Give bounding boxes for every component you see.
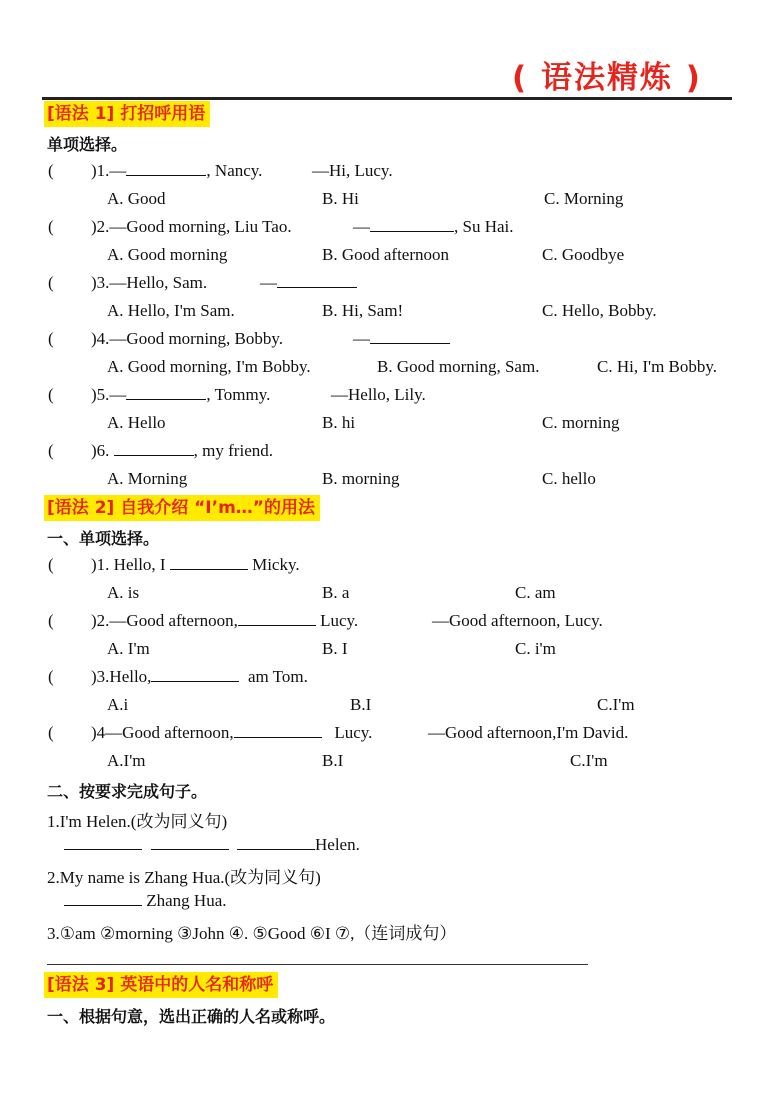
answer-line[interactable] xyxy=(47,964,588,965)
answer-blank[interactable] xyxy=(277,273,357,288)
answer-blank[interactable] xyxy=(126,161,206,176)
question-1-4-reply: — xyxy=(353,329,450,349)
option-c: C.I'm xyxy=(597,695,635,714)
option-c: C. i'm xyxy=(515,639,556,658)
question-1-3: )3.—Hello, Sam. xyxy=(91,273,208,292)
option-c: C.I'm xyxy=(570,751,608,770)
section-2-header: [语法 2] 自我介绍 “I’m…”的用法 xyxy=(44,495,320,521)
question-2-4-reply: —Good afternoon,I'm David. xyxy=(428,723,629,742)
title-divider xyxy=(42,97,732,100)
option-c: C. Goodbye xyxy=(542,245,625,264)
option-b: B. Good morning, Sam. xyxy=(377,357,540,376)
question-1-1-reply: —Hi, Lucy. xyxy=(312,161,393,180)
question-1-1: )1.— , Nancy. xyxy=(91,161,263,180)
answer-blank[interactable] xyxy=(238,611,316,626)
question-1-6: )6. , my friend. xyxy=(91,441,273,460)
answer-blank[interactable] xyxy=(64,835,142,850)
question-1-5: )5.— , Tommy. xyxy=(91,385,271,404)
option-a: A. Good morning xyxy=(107,245,228,264)
section-2-part-1: 一、单项选择。 xyxy=(47,529,160,548)
option-b: B. I xyxy=(322,639,348,658)
question-2-1: )1. Hello, I Micky. xyxy=(91,555,300,574)
answer-paren: ( xyxy=(48,385,54,404)
exercise-1-answer: Helen. xyxy=(64,835,360,855)
answer-paren: ( xyxy=(48,611,54,630)
option-a: A.I'm xyxy=(107,751,146,770)
answer-blank[interactable] xyxy=(114,441,194,456)
option-a: A. is xyxy=(107,583,140,602)
section-3-header: [语法 3] 英语中的人名和称呼 xyxy=(44,972,278,998)
answer-blank[interactable] xyxy=(170,555,248,570)
answer-blank[interactable] xyxy=(64,891,142,906)
question-1-2-reply: — , Su Hai. xyxy=(353,217,514,236)
answer-blank[interactable] xyxy=(151,835,229,850)
option-a: A. Hello, I'm Sam. xyxy=(107,301,235,320)
option-b: B. morning xyxy=(322,469,400,488)
answer-blank[interactable] xyxy=(370,217,454,232)
question-1-2: )2.—Good morning, Liu Tao. xyxy=(91,217,292,236)
answer-blank[interactable] xyxy=(234,723,322,738)
option-a: A. Good xyxy=(107,189,166,208)
option-b: B. Hi, Sam! xyxy=(322,301,404,320)
option-a: A. I'm xyxy=(107,639,150,658)
exercise-1: 1.I'm Helen.(改为同义句) xyxy=(47,812,228,831)
section-2-part-2: 二、按要求完成句子。 xyxy=(47,782,208,801)
answer-blank[interactable] xyxy=(237,835,315,850)
question-2-2-reply: —Good afternoon, Lucy. xyxy=(432,611,603,630)
answer-paren: ( xyxy=(48,273,54,292)
answer-blank[interactable] xyxy=(126,385,206,400)
option-c: C. am xyxy=(515,583,556,602)
question-1-3-reply: — xyxy=(260,273,357,293)
section-1-instruction: 单项选择。 xyxy=(47,135,128,154)
option-c: C. Hello, Bobby. xyxy=(542,301,657,320)
option-b: B. hi xyxy=(322,413,356,432)
option-b: B.I xyxy=(322,751,344,770)
option-b: B. Good afternoon xyxy=(322,245,450,264)
question-1-4: )4.—Good morning, Bobby. xyxy=(91,329,284,348)
option-c: C. morning xyxy=(542,413,620,432)
option-a: A. Good morning, I'm Bobby. xyxy=(107,357,311,376)
answer-paren: ( xyxy=(48,441,54,460)
question-2-3: )3.Hello, am Tom. xyxy=(91,667,308,686)
exercise-3: 3.①am ②morning ③John ④. ⑤Good ⑥I ⑦,（连词成句） xyxy=(47,924,457,943)
option-b: B. a xyxy=(322,583,350,602)
answer-paren: ( xyxy=(48,329,54,348)
option-c: C. hello xyxy=(542,469,596,488)
option-b: B.I xyxy=(350,695,372,714)
exercise-2: 2.My name is Zhang Hua.(改为同义句) xyxy=(47,868,321,887)
option-a: A. Morning xyxy=(107,469,188,488)
section-1-header: [语法 1] 打招呼用语 xyxy=(44,101,210,127)
option-b: B. Hi xyxy=(322,189,359,208)
section-3-instruction: 一、根据句意，选出正确的人名或称呼。 xyxy=(47,1007,336,1026)
answer-paren: ( xyxy=(48,555,54,574)
answer-blank[interactable] xyxy=(151,667,239,682)
exercise-2-answer: Zhang Hua. xyxy=(64,891,227,911)
option-a: A.i xyxy=(107,695,129,714)
page-title: ( 语法精炼 ) xyxy=(512,60,702,96)
answer-paren: ( xyxy=(48,723,54,742)
question-1-5-reply: —Hello, Lily. xyxy=(331,385,426,404)
question-2-4: )4—Good afternoon, Lucy. xyxy=(91,723,373,742)
answer-blank[interactable] xyxy=(370,329,450,344)
answer-paren: ( xyxy=(48,667,54,686)
question-2-2: )2.—Good afternoon, Lucy. xyxy=(91,611,359,630)
option-c: C. Hi, I'm Bobby. xyxy=(597,357,718,376)
answer-paren: ( xyxy=(48,217,54,236)
option-c: C. Morning xyxy=(544,189,624,208)
option-a: A. Hello xyxy=(107,413,166,432)
answer-paren: ( xyxy=(48,161,54,180)
